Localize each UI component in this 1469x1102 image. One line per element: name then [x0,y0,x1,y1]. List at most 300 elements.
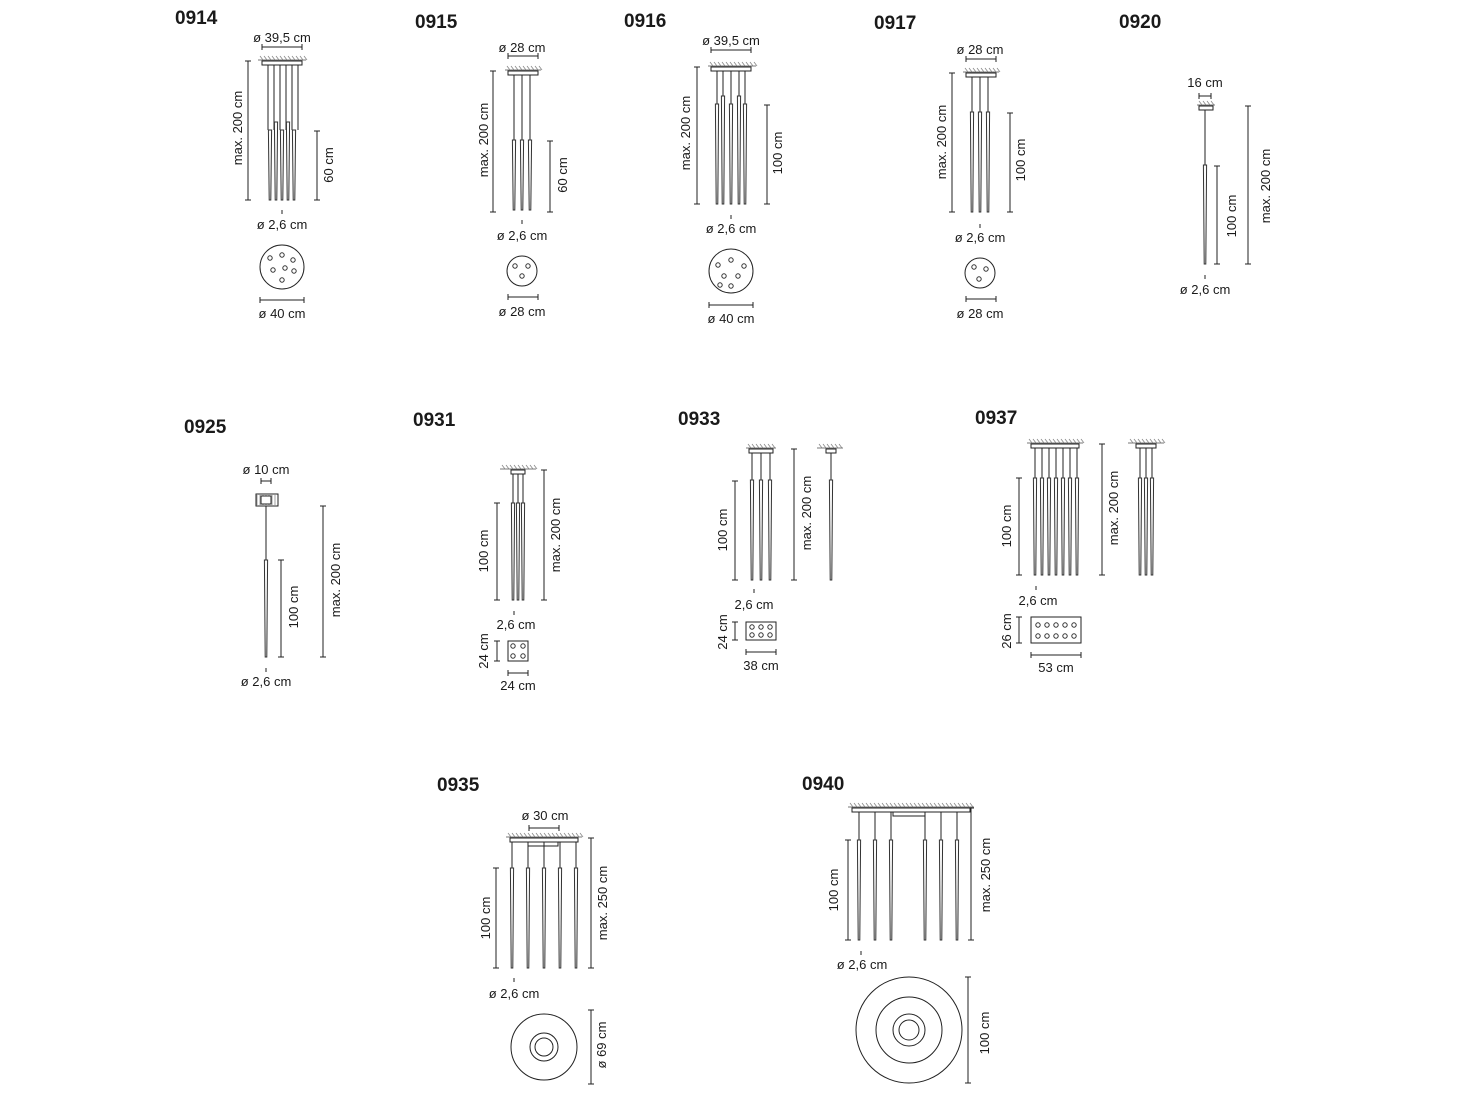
tube-position-dot [750,633,754,637]
canopy-diameter-label: ø 28 cm [498,40,546,55]
ceiling-hatch [870,803,873,807]
product-0916 [624,11,785,326]
light-tube [511,503,514,600]
light-tube [923,840,926,940]
light-tube [743,104,746,204]
base-depth-label: 26 cm [999,613,1014,649]
base-outer-circle [856,977,962,1083]
product-code: 0916 [624,11,667,32]
light-tube [873,840,876,940]
tube-diameter-label: ø 2,6 cm [496,228,548,243]
ceiling-hatch [898,803,901,807]
tube-length-label: 100 cm [286,585,301,629]
canopy-plate [852,808,970,812]
ceiling-hatch [300,56,303,60]
tube-position-dot [1036,634,1040,638]
tube-length-label: 100 cm [1224,194,1239,238]
ceiling-hatch [997,68,1000,72]
light-tube [939,840,942,940]
tube-position-dot [1045,634,1049,638]
ceiling-hatch [576,833,579,837]
tube-position-dot [718,283,722,287]
ceiling-hatch [539,66,542,70]
ceiling-hatch [572,833,575,837]
canopy-plan-circle [507,256,537,286]
light-tube [857,840,860,940]
product-0925 [184,417,343,689]
canopy-plate [1031,444,1079,448]
tube-position-dot [1063,634,1067,638]
canopy-plate [510,838,578,842]
base-depth-label: 24 cm [476,633,491,669]
ceiling-hatch [714,62,717,66]
tube-position-dot [280,253,284,257]
tube-position-dot [511,644,515,648]
light-tube [1047,478,1050,575]
ceiling-hatch [1029,439,1032,443]
max-drop-label: max. 200 cm [1106,470,1121,546]
tube-position-dot [736,274,740,278]
ceiling-hatch [264,56,267,60]
canopy-diameter-label: ø 28 cm [956,42,1004,57]
inner-canopy [528,842,558,846]
ceiling-hatch [910,803,913,807]
base-outer-circle [511,1014,577,1080]
ceiling-hatch [850,803,853,807]
ceiling-hatch [746,62,749,66]
ceiling-hatch [1073,439,1076,443]
ceiling-hatch [862,803,865,807]
tube-position-dot [759,633,763,637]
ceiling-hatch [515,66,518,70]
ceiling-hatch [970,803,973,807]
ceiling-hatch [1041,439,1044,443]
ceiling-hatch [772,444,775,448]
max-drop-label: max. 200 cm [1258,148,1273,224]
base-outline [508,641,528,661]
light-tube [768,480,771,580]
ceiling-hatch [528,833,531,837]
ceiling-hatch [866,803,869,807]
canopy-plan-circle [965,258,995,288]
ceiling-hatch [718,62,721,66]
ceiling-hatch [930,803,933,807]
base-diameter-label: ø 69 cm [594,1021,609,1069]
ceiling-hatch [510,465,513,469]
light-tube [574,868,577,968]
max-drop-label: max. 250 cm [978,837,993,913]
ceiling-hatch [1134,439,1137,443]
tube-position-dot [1045,623,1049,627]
ceiling-hatch [1053,439,1056,443]
canopy-plate [511,470,525,474]
ceiling-hatch [568,833,571,837]
product-code: 0935 [437,775,480,796]
ceiling-hatch [502,465,505,469]
product-0920 [1119,12,1273,297]
ceiling-hatch [1207,101,1210,105]
ceiling-hatch [993,68,996,72]
base-inner-circle [535,1038,553,1056]
ceiling-hatch [511,66,514,70]
tube-position-dot [742,264,746,268]
ceiling-hatch [819,444,822,448]
max-drop-label: max. 200 cm [678,95,693,171]
tube-diameter-label: ø 2,6 cm [488,986,540,1001]
tube-diameter-label: 2,6 cm [496,617,536,632]
light-tube [521,503,524,600]
light-tube [759,480,762,580]
canopy-diameter-label: 16 cm [1187,75,1223,90]
light-tube [1068,478,1071,575]
ceiling-hatch [534,465,537,469]
ceiling-hatch [507,66,510,70]
ceiling-hatch [874,803,877,807]
light-tube [516,503,519,600]
tube-diameter-label: 2,6 cm [734,597,774,612]
ceiling-hatch [1146,439,1149,443]
base-width-label: 53 cm [1038,660,1074,675]
ceiling-hatch [288,56,291,60]
ceiling-hatch [710,62,713,66]
product-code: 0931 [413,410,456,431]
ceiling-hatch [580,833,583,837]
product-code: 0925 [184,417,227,438]
base-diameter-label: 100 cm [977,1011,992,1055]
tube-length-label: 100 cm [478,896,493,940]
max-drop-label: max. 250 cm [595,865,610,941]
tube-position-dot [511,654,515,658]
tube-position-dot [1063,623,1067,627]
max-drop-label: max. 200 cm [799,475,814,551]
ceiling-hatch [831,444,834,448]
tube-length-label: 60 cm [555,157,570,193]
ceiling-hatch [523,66,526,70]
tube-position-dot [1054,634,1058,638]
tube-position-dot [750,625,754,629]
canopy-plate [1199,106,1213,110]
ceiling-hatch [1150,439,1153,443]
max-drop-label: max. 200 cm [230,90,245,166]
product-code: 0940 [802,774,845,795]
ceiling-hatch [760,444,763,448]
ceiling-hatch [894,803,897,807]
tube-position-dot [972,265,976,269]
tube-length-label: 100 cm [476,529,491,573]
base-width-label: 38 cm [743,658,779,673]
ceiling-hatch [1154,439,1157,443]
ceiling-hatch [1049,439,1052,443]
ceiling-hatch [522,465,525,469]
ceiling-hatch [989,68,992,72]
tube-position-dot [977,277,981,281]
product-0931 [413,410,563,693]
ceiling-hatch [742,62,745,66]
canopy-plate [826,449,836,453]
light-tube [542,868,545,968]
ceiling-hatch [726,62,729,66]
canopy-plate [711,67,751,71]
canopy-plate [966,73,996,77]
light-tube [280,130,283,200]
ceiling-hatch [508,833,511,837]
ceiling-hatch [516,833,519,837]
light-tube [264,560,267,657]
max-drop-label: max. 200 cm [934,104,949,180]
light-tube [292,130,295,200]
ceiling-hatch [981,68,984,72]
ceiling-hatch [962,803,965,807]
ceiling-hatch [752,444,755,448]
ceiling-hatch [1130,439,1133,443]
ceiling-hatch [906,803,909,807]
tube-position-dot [1054,623,1058,627]
base-diameter-label: ø 28 cm [956,306,1004,321]
base-diameter-label: ø 40 cm [707,311,755,326]
ceiling-hatch [738,62,741,66]
tube-position-dot [1036,623,1040,627]
ceiling-hatch [754,62,757,66]
ceiling-hatch [734,62,737,66]
ceiling-hatch [296,56,299,60]
tube-diameter-label: ø 2,6 cm [836,957,888,972]
product-0917 [874,13,1028,321]
canopy-diameter-label: ø 39,5 cm [253,30,311,45]
ceiling-hatch [764,444,767,448]
base-core-circle [899,1020,919,1040]
ceiling-hatch [1081,439,1084,443]
tube-position-dot [716,263,720,267]
light-tube [526,868,529,968]
light-tube [268,130,271,200]
ceiling-hatch [969,68,972,72]
ceiling-hatch [1203,101,1206,105]
light-tube [520,140,523,210]
ceiling-hatch [520,833,523,837]
max-drop-label: max. 200 cm [476,102,491,178]
ceiling-hatch [530,465,533,469]
tube-position-dot [521,644,525,648]
ceiling-hatch [938,803,941,807]
ceiling-hatch [890,803,893,807]
ceiling-hatch [965,68,968,72]
tube-diameter-label: ø 2,6 cm [954,230,1006,245]
ceiling-hatch [544,833,547,837]
canopy-plate [749,449,773,453]
ceiling-hatch [768,444,771,448]
product-code: 0915 [415,12,458,33]
ceiling-hatch [527,66,530,70]
light-tube [512,140,515,210]
light-tube [829,480,832,580]
ceiling-hatch [922,803,925,807]
light-tube [889,840,892,940]
ceiling-hatch [878,803,881,807]
ceiling-hatch [276,56,279,60]
ceiling-hatch [506,465,509,469]
tube-position-dot [984,267,988,271]
ceiling-hatch [722,62,725,66]
tube-position-dot [283,266,287,270]
ceiling-hatch [280,56,283,60]
ceiling-hatch [564,833,567,837]
product-0914 [175,8,336,321]
ceiling-hatch [304,56,307,60]
base-inner-circle [893,1014,925,1046]
base-mid-circle [530,1033,558,1061]
tube-length-label: 100 cm [826,868,841,912]
ceiling-hatch [958,803,961,807]
ceiling-hatch [292,56,295,60]
base-outline [1031,617,1081,643]
light-tube [1061,478,1064,575]
ceiling-hatch [1045,439,1048,443]
tube-position-dot [513,264,517,268]
light-tube [729,104,732,204]
drawings-layer [242,44,1251,1084]
product-code: 0920 [1119,12,1162,33]
canopy-diameter-label: ø 10 cm [242,462,290,477]
tube-position-dot [280,278,284,282]
tube-position-dot [768,625,772,629]
ceiling-hatch [1158,439,1161,443]
light-tube [737,96,740,204]
ceiling-hatch [1069,439,1072,443]
ceiling-hatch [827,444,830,448]
tube-diameter-label: ø 2,6 cm [705,221,757,236]
tube-position-dot [1072,623,1076,627]
tube-diameter-label: 2,6 cm [1018,593,1058,608]
tube-position-dot [521,654,525,658]
light-tube [955,840,958,940]
ceiling-hatch [946,803,949,807]
ceiling-hatch [548,833,551,837]
ceiling-hatch [882,803,885,807]
base-width-label: 24 cm [500,678,536,693]
ceiling-hatch [1199,101,1202,105]
base-diameter-label: ø 28 cm [498,304,546,319]
ceiling-hatch [1211,101,1214,105]
ceiling-hatch [1061,439,1064,443]
ceiling-hatch [552,833,555,837]
ceiling-hatch [926,803,929,807]
ceiling-hatch [1033,439,1036,443]
ceiling-hatch [730,62,733,66]
light-tube [1150,478,1153,575]
ceiling-hatch [519,66,522,70]
tube-position-dot [722,274,726,278]
tube-position-dot [291,258,295,262]
ceiling-hatch [902,803,905,807]
tube-position-dot [1072,634,1076,638]
light-tube [750,480,753,580]
light-tube [1033,478,1036,575]
light-tube [970,112,973,212]
ceiling-hatch [260,56,263,60]
ceiling-hatch [524,833,527,837]
ceiling-hatch [1142,439,1145,443]
tube-diameter-label: ø 2,6 cm [240,674,292,689]
ceiling-hatch [284,56,287,60]
tube-length-label: 100 cm [1013,138,1028,182]
light-tube [1054,478,1057,575]
ceiling-hatch [942,803,945,807]
max-drop-label: max. 200 cm [548,497,563,573]
light-tube [1138,478,1141,575]
ceiling-hatch [886,803,889,807]
canopy-socket [261,496,271,504]
light-tube [558,868,561,968]
ceiling-hatch [854,803,857,807]
product-0935 [437,775,610,1068]
product-code: 0933 [678,409,721,430]
base-mid-circle [876,997,942,1063]
tube-position-dot [759,625,763,629]
tube-length-label: 100 cm [999,504,1014,548]
ceiling-hatch [748,444,751,448]
ceiling-hatch [858,803,861,807]
light-tube [274,122,277,200]
ceiling-hatch [985,68,988,72]
ceiling-hatch [823,444,826,448]
canopy-diameter-label: ø 39,5 cm [702,33,760,48]
ceiling-hatch [518,465,521,469]
ceiling-hatch [914,803,917,807]
ceiling-hatch [536,833,539,837]
ceiling-hatch [1065,439,1068,443]
ceiling-hatch [918,803,921,807]
canopy-plate [508,71,538,75]
ceiling-hatch [532,833,535,837]
light-tube [721,96,724,204]
base-depth-label: 24 cm [715,614,730,650]
tube-length-label: 100 cm [715,508,730,552]
tube-length-label: 60 cm [321,147,336,183]
light-tube [286,122,289,200]
canopy-plate [262,61,302,65]
ceiling-hatch [954,803,957,807]
ceiling-hatch [1037,439,1040,443]
tube-diameter-label: ø 2,6 cm [1179,282,1231,297]
ceiling-hatch [1077,439,1080,443]
max-drop-label: max. 200 cm [328,542,343,618]
product-code: 0937 [975,408,1018,429]
ceiling-hatch [512,833,515,837]
ceiling-hatch [1138,439,1141,443]
ceiling-hatch [1057,439,1060,443]
ceiling-hatch [835,444,838,448]
ceiling-hatch [839,444,842,448]
ceiling-hatch [535,66,538,70]
tube-position-dot [268,256,272,260]
tube-length-label: 100 cm [770,131,785,175]
light-tube [528,140,531,210]
ceiling-hatch [531,66,534,70]
ceiling-hatch [950,803,953,807]
ceiling-hatch [977,68,980,72]
product-code: 0917 [874,13,917,34]
ceiling-hatch [1162,439,1165,443]
base-diameter-label: ø 40 cm [258,306,306,321]
ceiling-hatch [514,465,517,469]
ceiling-hatch [756,444,759,448]
canopy-diameter-label: ø 30 cm [521,808,569,823]
light-tube [1040,478,1043,575]
tube-position-dot [292,269,296,273]
ceiling-hatch [560,833,563,837]
product-code: 0914 [175,8,218,29]
tube-position-dot [271,268,275,272]
